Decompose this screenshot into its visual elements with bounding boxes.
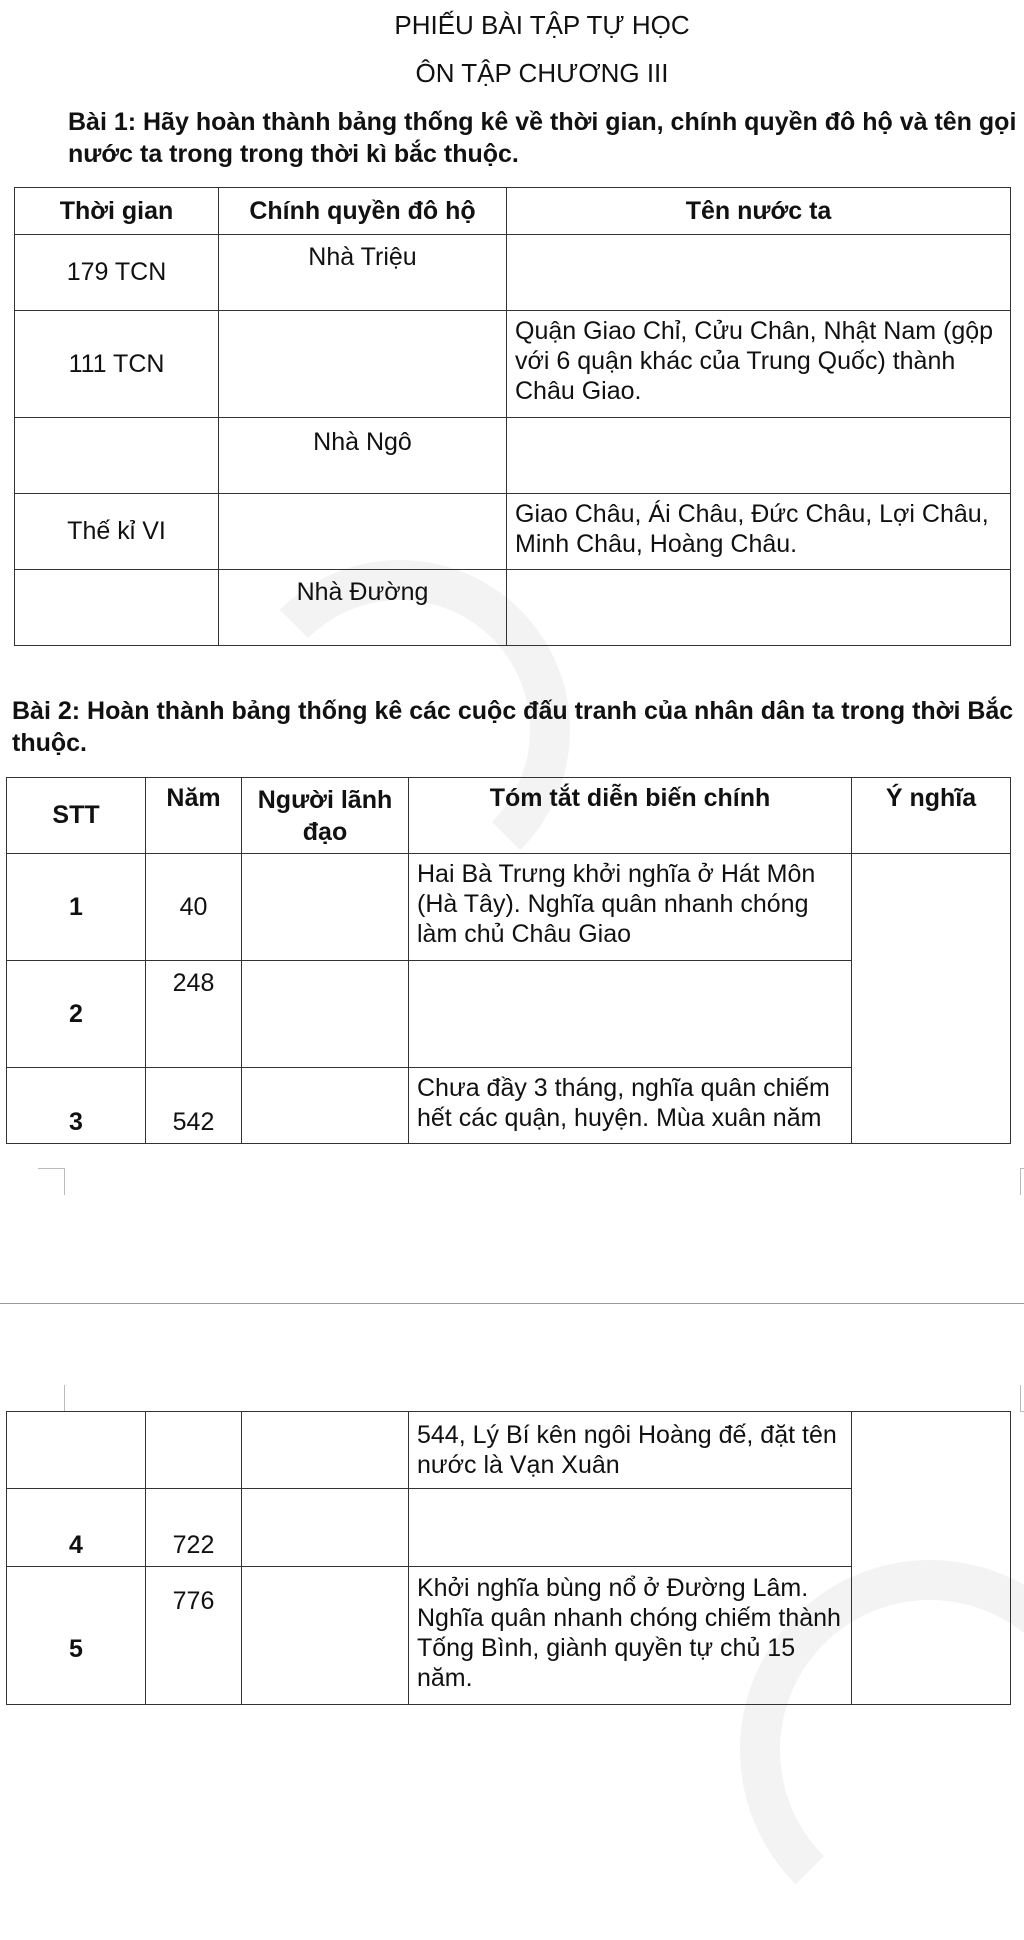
- cell-time: 111 TCN: [15, 311, 219, 418]
- column-header-stt: STT: [7, 778, 146, 854]
- column-header-government: Chính quyền đô hộ: [219, 188, 507, 235]
- cell-government: Nhà Đường: [219, 570, 507, 646]
- exercise1-prompt-line1: Bài 1: Hãy hoàn thành bảng thống kê về thời gian, chính quyền đô hộ và tên gọi: [68, 108, 1017, 136]
- cell-leader: [242, 1489, 409, 1567]
- cell-stt: 4: [7, 1489, 146, 1567]
- exercise2-prompt-line2: thuộc.: [12, 729, 87, 757]
- cell-year: 722: [146, 1489, 242, 1567]
- cell-summary: 544, Lý Bí kên ngôi Hoàng đế, đặt tên nước là Vạn Xuân: [409, 1412, 852, 1489]
- cell-government: Nhà Triệu: [219, 235, 507, 311]
- cell-time: [15, 570, 219, 646]
- cell-country-name: Quận Giao Chỉ, Cửu Chân, Nhật Nam (gộp với 6 quận khác của Trung Quốc) thành Châu Giao.: [507, 311, 1011, 418]
- table-row: [15, 311, 1011, 418]
- cell-government: [219, 494, 507, 570]
- cell-stt: 2: [7, 961, 146, 1068]
- cell-year: 542: [146, 1068, 242, 1144]
- cell-time: 179 TCN: [15, 235, 219, 311]
- cell-year: 776: [146, 1567, 242, 1705]
- uprisings-table-continued: [6, 1411, 1011, 1705]
- cell-summary: Khởi nghĩa bùng nổ ở Đường Lâm. Nghĩa quân nhanh chóng chiếm thành Tống Bình, giành quyền tự chủ 15 năm.: [409, 1567, 852, 1705]
- cell-time: [15, 418, 219, 494]
- page-margin-mark: [38, 1168, 65, 1195]
- cell-leader: [242, 1412, 409, 1489]
- page-subtitle: ÔN TẬP CHƯƠNG III: [415, 58, 669, 88]
- page-margin-mark: [1020, 1385, 1024, 1412]
- timeline-table: [14, 187, 1011, 646]
- column-header-summary: Tóm tắt diễn biến chính: [409, 778, 852, 854]
- cell-meaning: [852, 1412, 1011, 1705]
- cell-leader: [242, 854, 409, 961]
- cell-summary: Chưa đầy 3 tháng, nghĩa quân chiếm hết các quận, huyện. Mùa xuân năm: [409, 1068, 852, 1144]
- exercise2-prompt-line1: Bài 2: Hoàn thành bảng thống kê các cuộc đấu tranh của nhân dân ta trong thời Bắc: [12, 697, 1014, 725]
- table-row: [7, 1412, 1011, 1489]
- table-row: [15, 235, 1011, 311]
- table-row: [15, 494, 1011, 570]
- cell-government: [219, 311, 507, 418]
- page-title: PHIẾU BÀI TẬP TỰ HỌC: [394, 10, 690, 40]
- page-margin-mark: [38, 1385, 65, 1412]
- cell-government: Nhà Ngô: [219, 418, 507, 494]
- cell-time: Thế kỉ VI: [15, 494, 219, 570]
- column-header-country-name: Tên nước ta: [507, 188, 1011, 235]
- cell-country-name: [507, 235, 1011, 311]
- cell-leader: [242, 1567, 409, 1705]
- cell-stt: 5: [7, 1567, 146, 1705]
- column-header-leader: Người lãnh đạo: [242, 778, 409, 854]
- cell-summary: [409, 961, 852, 1068]
- cell-year: [146, 1412, 242, 1489]
- cell-year: 40: [146, 854, 242, 961]
- cell-stt: [7, 1412, 146, 1489]
- cell-year: 248: [146, 961, 242, 1068]
- cell-leader: [242, 961, 409, 1068]
- page-break-line: [0, 1303, 1024, 1304]
- page-margin-mark: [1020, 1168, 1024, 1195]
- cell-country-name: Giao Châu, Ái Châu, Đức Châu, Lợi Châu, Minh Châu, Hoàng Châu.: [507, 494, 1011, 570]
- cell-summary: [409, 1489, 852, 1567]
- cell-stt: 1: [7, 854, 146, 961]
- cell-stt: 3: [7, 1068, 146, 1144]
- table-row: [7, 854, 1011, 961]
- exercise1-prompt: [68, 106, 1018, 170]
- exercise1-prompt-line2: nước ta trong trong thời kì bắc thuộc.: [68, 140, 519, 168]
- cell-summary: Hai Bà Trưng khởi nghĩa ở Hát Môn (Hà Tây). Nghĩa quân nhanh chóng làm chủ Châu Giao: [409, 854, 852, 961]
- cell-country-name: [507, 418, 1011, 494]
- cell-leader: [242, 1068, 409, 1144]
- table-row: [15, 418, 1011, 494]
- column-header-time: Thời gian: [15, 188, 219, 235]
- column-header-meaning: Ý nghĩa: [852, 778, 1011, 854]
- table-row: [15, 570, 1011, 646]
- cell-country-name: [507, 570, 1011, 646]
- cell-meaning: [852, 854, 1011, 1144]
- uprisings-table: [6, 777, 1011, 1144]
- column-header-year: Năm: [146, 778, 242, 854]
- exercise2-prompt: [12, 695, 1022, 759]
